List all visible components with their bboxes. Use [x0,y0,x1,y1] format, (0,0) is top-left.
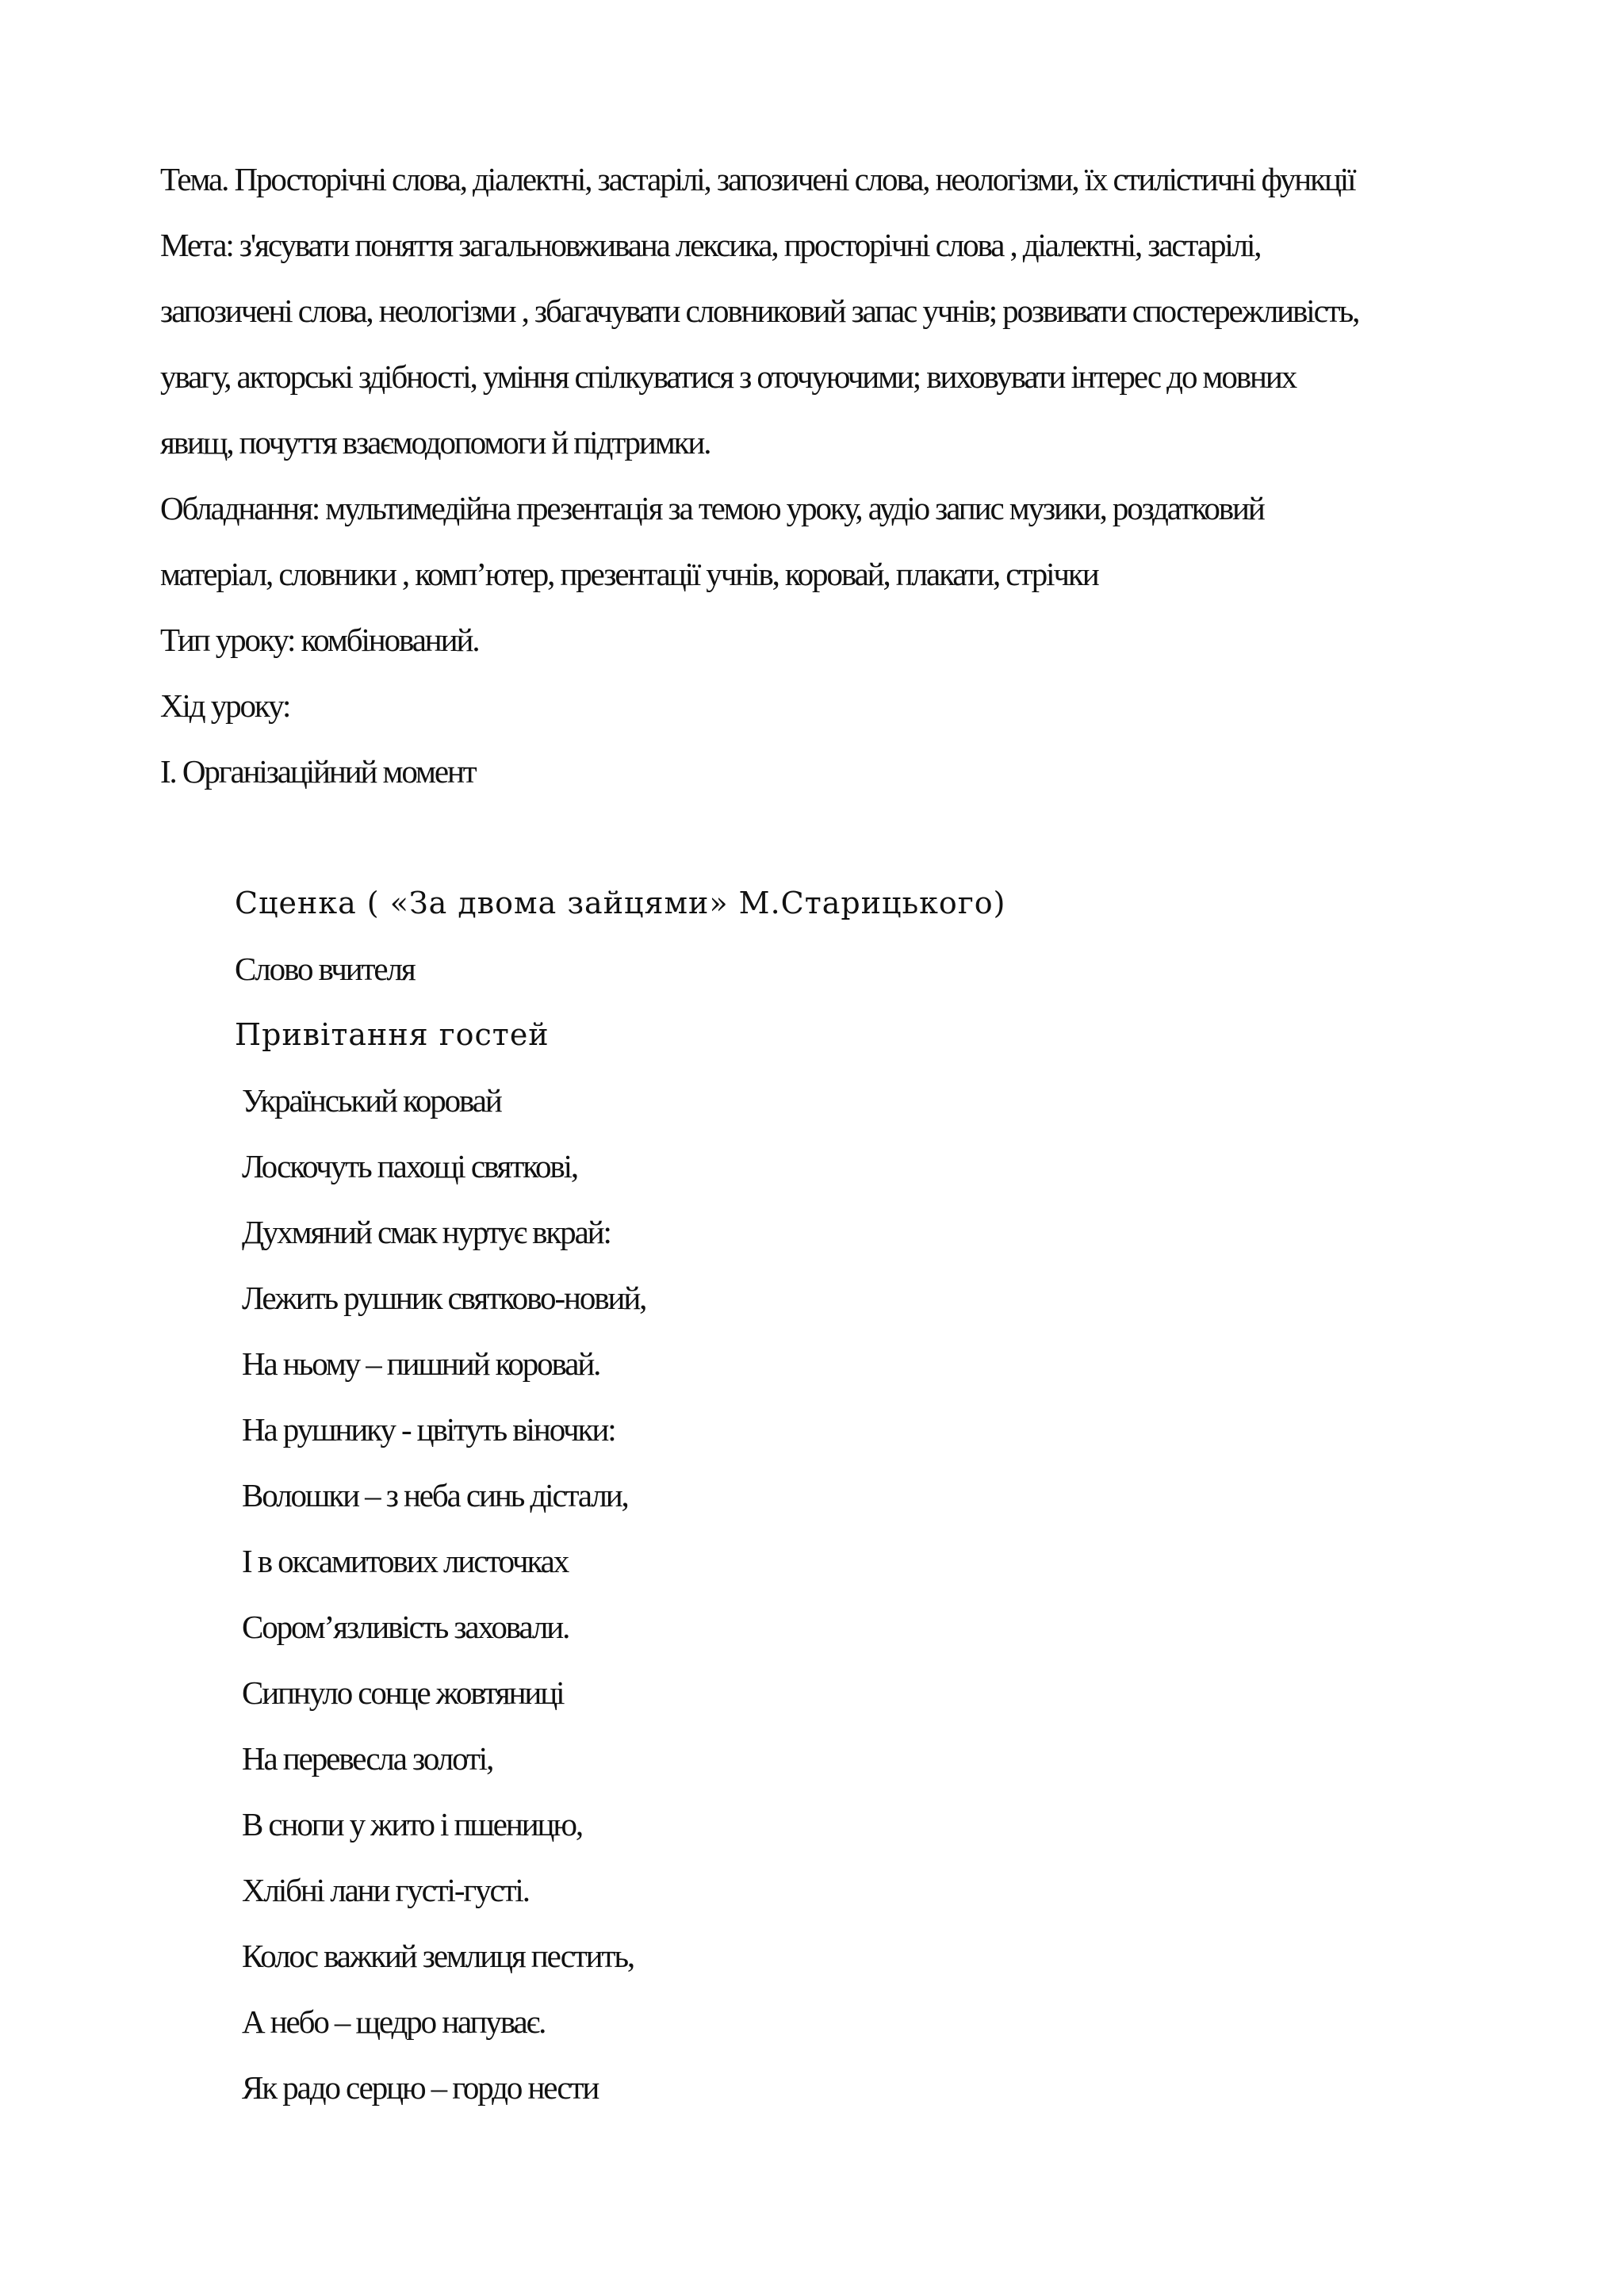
poem-line: На ньому – пишний коровай. [242,1345,600,1382]
goal-line-4: явищ, почуття взаємодопомоги й підтримки. [160,424,710,461]
goal-line-2: запозичені слова, неологізми , збагачувати словниковий запас учнів; розвивати спостережливість, [160,293,1359,329]
equipment-line-2: матеріал, словники , комп’ютер, презентації учнів, коровай, плакати, стрічки [160,556,1098,592]
lesson-progress-heading: Хід уроку: [160,687,290,724]
poem-line: Сором’язливість заховали. [242,1609,569,1645]
poem-line: Лежить рушник святково-новий, [242,1280,646,1316]
goal-line-1: Мета: з'ясувати поняття загальновживана лексика, просторічні слова , діалектні, застарілі, [160,227,1261,263]
poem-line: Волошки – з неба синь дістали, [242,1477,628,1513]
equipment-line-1: Обладнання: мультимедійна презентація за темою уроку, аудіо запис музики, роздатковий [160,490,1264,526]
lesson-type-line: Тип уроку: комбінований. [160,622,479,658]
poem-line: Хлібні лани густі-густі. [242,1872,529,1908]
poem-line: І в оксамитових листочках [242,1543,569,1579]
teacher-word-heading: Слово вчителя [235,951,415,987]
poem-line: На рушнику - цвітуть віночки: [242,1411,615,1448]
poem-line: Колос важкий землиця пестить, [242,1938,634,1974]
topic-line: Тема. Просторічні слова, діалектні, застарілі, запозичені слова, неологізми, їх стилістичні функції [160,161,1355,197]
poem-line: Як радо серцю – гордо нести [242,2069,599,2106]
guest-greeting-heading: Привітання гостей [235,1017,550,1052]
poem-line: Сипнуло сонце жовтяниці [242,1674,564,1711]
poem-line: А небо – щедро напуває. [242,2003,546,2040]
goal-line-3: увагу, акторські здібності, уміння спілкуватися з оточуючими; виховувати інтерес до мовних [160,358,1297,395]
poem-line: На перевесла золоті, [242,1740,493,1777]
poem-line: В снопи у жито і пшеницю, [242,1806,583,1843]
poem-title: Український коровай [242,1082,501,1119]
organizational-moment-heading: І. Організаційний момент [160,753,476,790]
poem-line: Духмяний смак нуртує вкрай: [242,1214,611,1250]
poem-line: Лоскочуть пахощі святкові, [242,1148,578,1184]
scene-heading: Сценка ( «За двома зайцями» М.Старицького) [235,886,1006,920]
